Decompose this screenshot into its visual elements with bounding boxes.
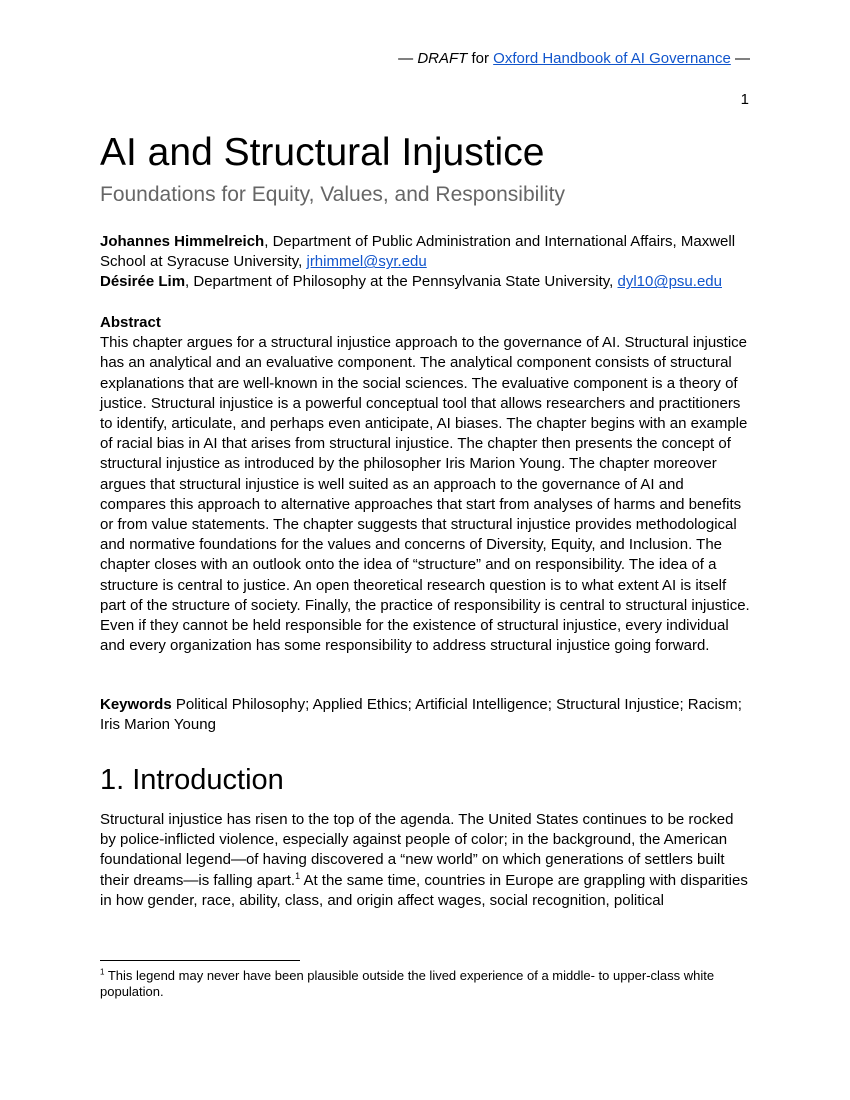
keywords-label: Keywords (100, 696, 172, 713)
introduction-heading: 1. Introduction (100, 764, 284, 796)
author-name: Johannes Himmelreich (100, 233, 265, 250)
footnote-text: This legend may never have been plausible outside the lived experience of a middle- to upper-class white population. (100, 968, 715, 999)
abstract-heading: Abstract (100, 314, 161, 331)
author-email-link[interactable]: dyl10@psu.edu (617, 273, 722, 291)
abstract-section (100, 313, 750, 656)
draft-label: DRAFT (417, 50, 468, 67)
page-number: 1 (740, 91, 749, 108)
author-name: Désirée Lim (100, 273, 186, 291)
footnote-reference[interactable]: 1 (295, 870, 301, 881)
draft-for-text: for (467, 50, 494, 67)
footnote-divider (100, 960, 300, 961)
author-affiliation: , Department of Public Administration and International Affairs, Maxwell School at Syracuse University, (100, 233, 736, 271)
author-entry (100, 232, 750, 272)
draft-header (398, 50, 750, 68)
intro-text-part2: At the same time, countries in Europe are grappling with disparities in how gender, race, ability, class, and origin affect wages, social recognition, political (100, 871, 748, 909)
footnote (100, 968, 750, 1000)
handbook-link[interactable]: Oxford Handbook of AI Governance (493, 50, 731, 67)
draft-suffix: — (730, 50, 750, 67)
introduction-body (100, 810, 750, 911)
footnote-marker: 1 (100, 967, 105, 977)
keywords-section (100, 695, 750, 735)
draft-prefix: — (398, 50, 418, 67)
author-email-link[interactable]: jrhimmel@syr.edu (306, 253, 427, 271)
author-entry (100, 272, 750, 292)
author-list (100, 232, 750, 293)
intro-text-part1: Structural injustice has risen to the top of the agenda. The United States continues to be rocked by police-inflicted violence, especially against people of color; in the background, the American foundational legend—of having discovered a “new world” on which generations of settlers built their dreams—is falling apart. (100, 811, 734, 889)
author-affiliation: , Department of Philosophy at the Pennsylvania State University, (185, 273, 618, 291)
keywords-text: Political Philosophy; Applied Ethics; Artificial Intelligence; Structural Injustice; Racism; Iris Marion Young (100, 696, 742, 734)
paper-title: AI and Structural Injustice (100, 131, 545, 174)
paper-subtitle: Foundations for Equity, Values, and Responsibility (100, 183, 565, 206)
abstract-text: This chapter argues for a structural injustice approach to the governance of AI. Structural injustice has an analytical and an evaluative component. The analytical component consists of structural explanations that are well-known in the social sciences. The evaluative component is a theory of justice. Structural injustice is a powerful conceptual tool that allows researchers and practitioners to identify, articulate, and perhaps even anticipate, AI biases. The chapter begins with an example of racial bias in AI that arises from structural injustice. The chapter then presents the concept of structural injustice as introduced by the philosopher Iris Marion Young. The chapter moreover argues that structural injustice is well suited as an approach to the governance of AI and compares this approach to alternative approaches that start from analyses of harms and benefits or from value statements. The chapter suggests that structural injustice provides methodological and normative foundations for the values and concerns of Diversity, Equity, and Inclusion. The chapter closes with an outlook onto the idea of “structure” and on responsibility. The idea of a structure is central to justice. An open theoretical research question is to what extent AI is itself part of the structure of society. Finally, the practice of responsibility is central to structural injustice. Even if they cannot be held responsible for the existence of structural injustice, every individual and every organization has some responsibility to address structural injustice going forward. (100, 334, 750, 655)
